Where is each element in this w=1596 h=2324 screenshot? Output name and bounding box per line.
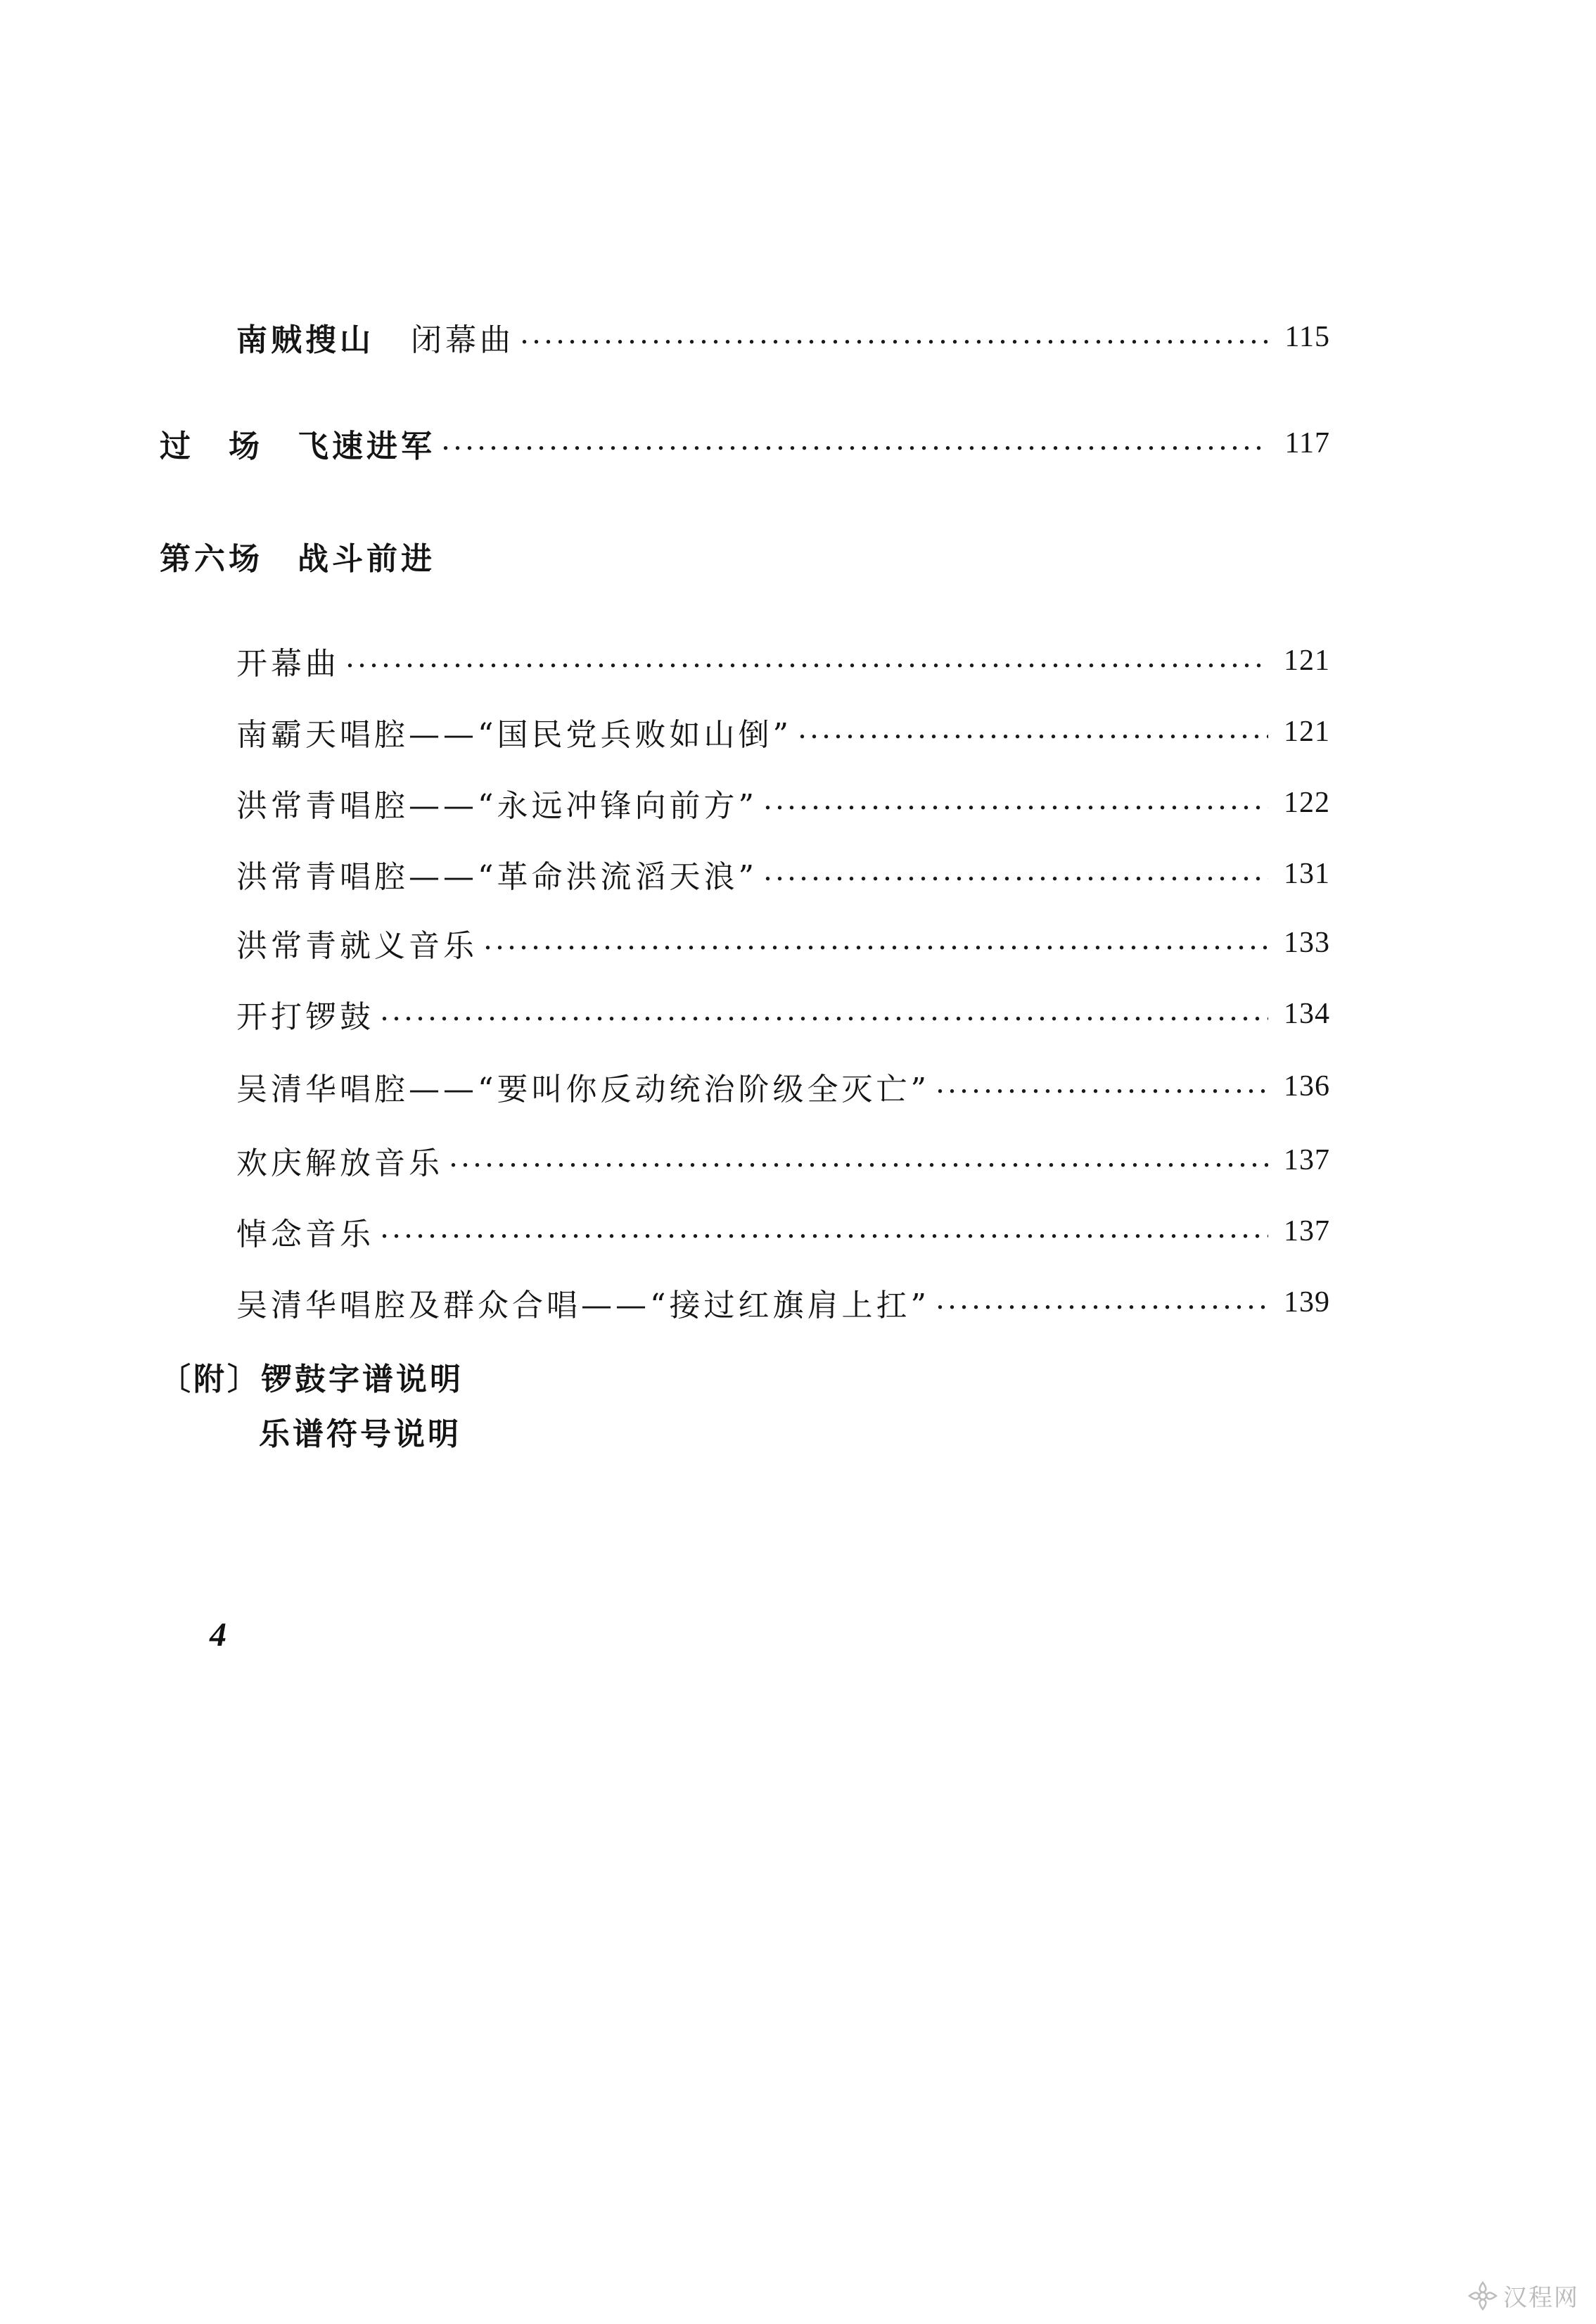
appendix-line-2 [259,1411,461,1451]
toc-page-number: 121 [1284,645,1330,677]
toc-page-number: 136 [1284,1070,1330,1103]
toc-entry-subtitle: 闭幕曲 [411,322,514,358]
toc-page-number: 133 [1284,927,1330,959]
dot-leader [378,994,1268,1034]
toc-entry [236,712,1330,751]
dot-leader [518,317,1268,357]
toc-entry-interlude [160,424,1330,463]
dot-leader [344,641,1268,680]
page-number: 4 [210,1616,226,1653]
dot-leader [796,712,1268,751]
toc-entry [236,1067,1330,1106]
flower-logo-icon [1467,2280,1499,2312]
appendix-line-1 [160,1357,464,1396]
watermark-text: 汉程网 [1503,2284,1579,2312]
toc-entry-label: 开打锣鼓 [236,999,374,1035]
toc-entry-label: 洪常青就义音乐 [236,928,478,964]
appendix-prefix: 〔附〕 [160,1361,261,1397]
toc-page-number: 117 [1284,427,1330,459]
toc-page-number: 137 [1284,1144,1330,1176]
dot-leader [447,1141,1268,1180]
appendix-item: 锣鼓字谱说明 [261,1361,464,1397]
toc-entry-label: 洪常青唱腔——“革命洪流滔天浪” [236,859,758,895]
toc-entry [236,783,1330,823]
toc-entry-label: 过 场 飞速进军 [160,428,435,464]
toc-entry [236,1141,1330,1180]
toc-entry-label: 开幕曲 [236,646,340,682]
toc-entry-label: 吴清华唱腔及群众合唱——“接过红旗肩上扛” [236,1288,930,1323]
toc-page-number: 115 [1284,321,1330,353]
dot-leader [934,1283,1268,1322]
dot-leader [762,783,1268,823]
toc-entry [236,641,1330,680]
toc-entry-label: 悼念音乐 [236,1217,374,1252]
toc-entry-label: 南霸天唱腔——“国民党兵败如山倒” [236,717,792,753]
toc-page-number: 121 [1284,716,1330,748]
dot-leader [762,854,1268,894]
toc-entry [236,854,1330,894]
toc-entry [236,923,1330,963]
toc-entry-closing-music [236,317,1330,357]
toc-page-number: 134 [1284,998,1330,1030]
toc-page-number: 139 [1284,1286,1330,1319]
toc-page-number: 137 [1284,1215,1330,1247]
toc-entry [236,1283,1330,1322]
appendix-item: 乐谱符号说明 [259,1416,461,1452]
dot-leader [378,1212,1268,1251]
toc-entry [236,1212,1330,1251]
dot-leader [440,424,1268,463]
section-heading: 第六场 战斗前进 [160,541,435,577]
dot-leader [482,923,1268,963]
toc-page-number: 131 [1284,858,1330,890]
dot-leader [934,1067,1268,1106]
toc-page-number: 122 [1284,787,1330,819]
watermark [1467,2278,1579,2313]
toc-entry-label: 洪常青唱腔——“永远冲锋向前方” [236,788,758,824]
toc-entry-title: 南贼搜山 [236,322,374,358]
toc-entry-label: 吴清华唱腔——“要叫你反动统治阶级全灭亡” [236,1072,930,1107]
toc-entry [236,994,1330,1034]
toc-entry-label: 欢庆解放音乐 [236,1145,443,1181]
